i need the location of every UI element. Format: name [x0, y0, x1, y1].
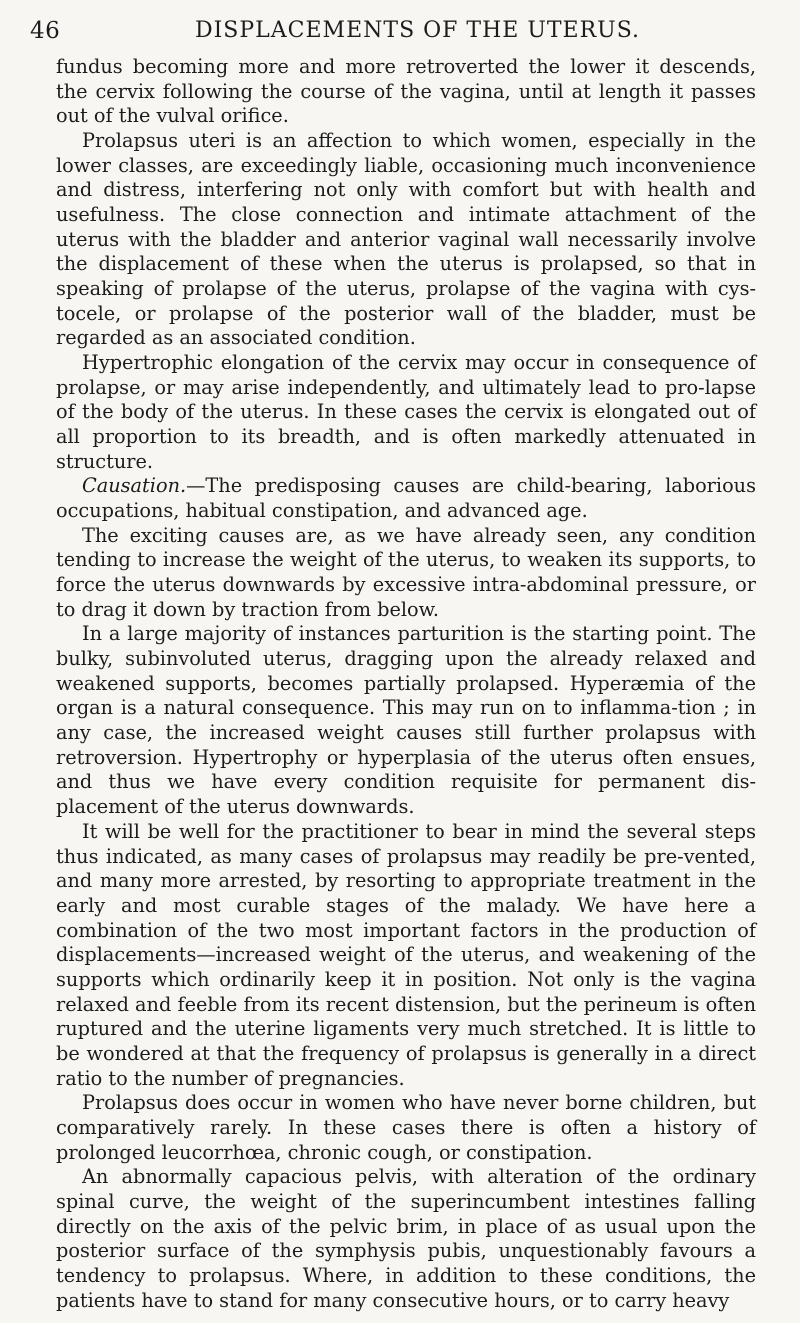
paragraph-causation-text: —The predisposing causes are child-bearing, laborious occupations, habitual constipation, and advanced age.: [56, 474, 756, 523]
paragraph-capacious-pelvis: An abnormally capacious pelvis, with alteration of the ordinary spinal curve, the weight of the superincumbent intestines falling directly on the axis of the pelvic brim, in place of as usual upon the posterior surface of the symphysis pubis, unquestionably favours a tendency to prolapsus. Where, in addition to these conditions, the patients have to stand for many consecutive hours, or to carry heavy: [56, 1165, 756, 1312]
paragraph-continuation: fundus becoming more and more retroverted the lower it descends, the cervix following the course of the vagina, until at length it passes out of the vulval orifice.: [56, 55, 756, 128]
paragraph-parturition: In a large majority of instances parturition is the starting point. The bulky, subinvoluted uterus, dragging upon the already relaxed and weakened supports, becomes partially prolapsed. Hyperæmia of the organ is a natural consequence. This may run on to inflamma-tion ; in any case, the increased weight causes still further prolapsus with retroversion. Hypertrophy or hyperplasia of the uterus often ensues, and thus we have every condition requisite for permanent dis-placement of the uterus downwards.: [56, 622, 756, 819]
paragraph-exciting-causes: The exciting causes are, as we have already seen, any condition tending to increase the weight of the uterus, to weaken its supports, to force the uterus downwards by excessive intra-abdominal pressure, or to drag it down by traction from below.: [56, 523, 756, 621]
paragraph-practitioner: It will be well for the practitioner to bear in mind the several steps thus indicated, as many cases of prolapsus may readily be pre-vented, and many more arrested, by resorting to appropriate treatment in the early and most curable stages of the malady. We have here a combination of the two most important factors in the production of displacements—increased weight of the uterus, and weakening of the supports which ordinarily keep it in position. Not only is the vagina relaxed and feeble from its recent distension, but the perineum is often ruptured and the uterine ligaments very much stretched. It is little to be wondered at that the frequency of prolapsus is generally in a direct ratio to the number of pregnancies.: [56, 819, 756, 1090]
paragraph-prolapsus-uteri: Prolapsus uteri is an affection to which women, especially in the lower classes, are exceedingly liable, occasioning much inconvenience and distress, interfering not only with comfort but with health and usefulness. The close connection and intimate attachment of the uterus with the bladder and anterior vaginal wall necessarily involve the displacement of these when the uterus is prolapsed, so that in speaking of prolapse of the uterus, prolapse of the vagina with cys-tocele, or prolapse of the posterior wall of the bladder, must be regarded as an associated condition.: [56, 129, 756, 350]
page-header: [30, 18, 770, 48]
paragraph-hypertrophic-elongation: Hypertrophic elongation of the cervix may occur in consequence of prolapse, or may arise independently, and ultimately lead to pro-lapse of the body of the uterus. In these cases the cervix is elongated out of all proportion to its breadth, and is often markedly attenuated in structure.: [56, 351, 756, 473]
page-number: 46: [30, 18, 61, 44]
paragraph-nulliparous: Prolapsus does occur in women who have never borne children, but comparatively rarely. In these cases there is often a history of prolonged leucorrhœa, chronic cough, or constipation.: [56, 1091, 756, 1164]
body-text: [56, 55, 756, 1313]
paragraph-causation: [56, 474, 756, 523]
running-head: DISPLACEMENTS OF THE UTERUS.: [194, 18, 641, 43]
section-heading-causation: Causation.: [82, 474, 187, 498]
